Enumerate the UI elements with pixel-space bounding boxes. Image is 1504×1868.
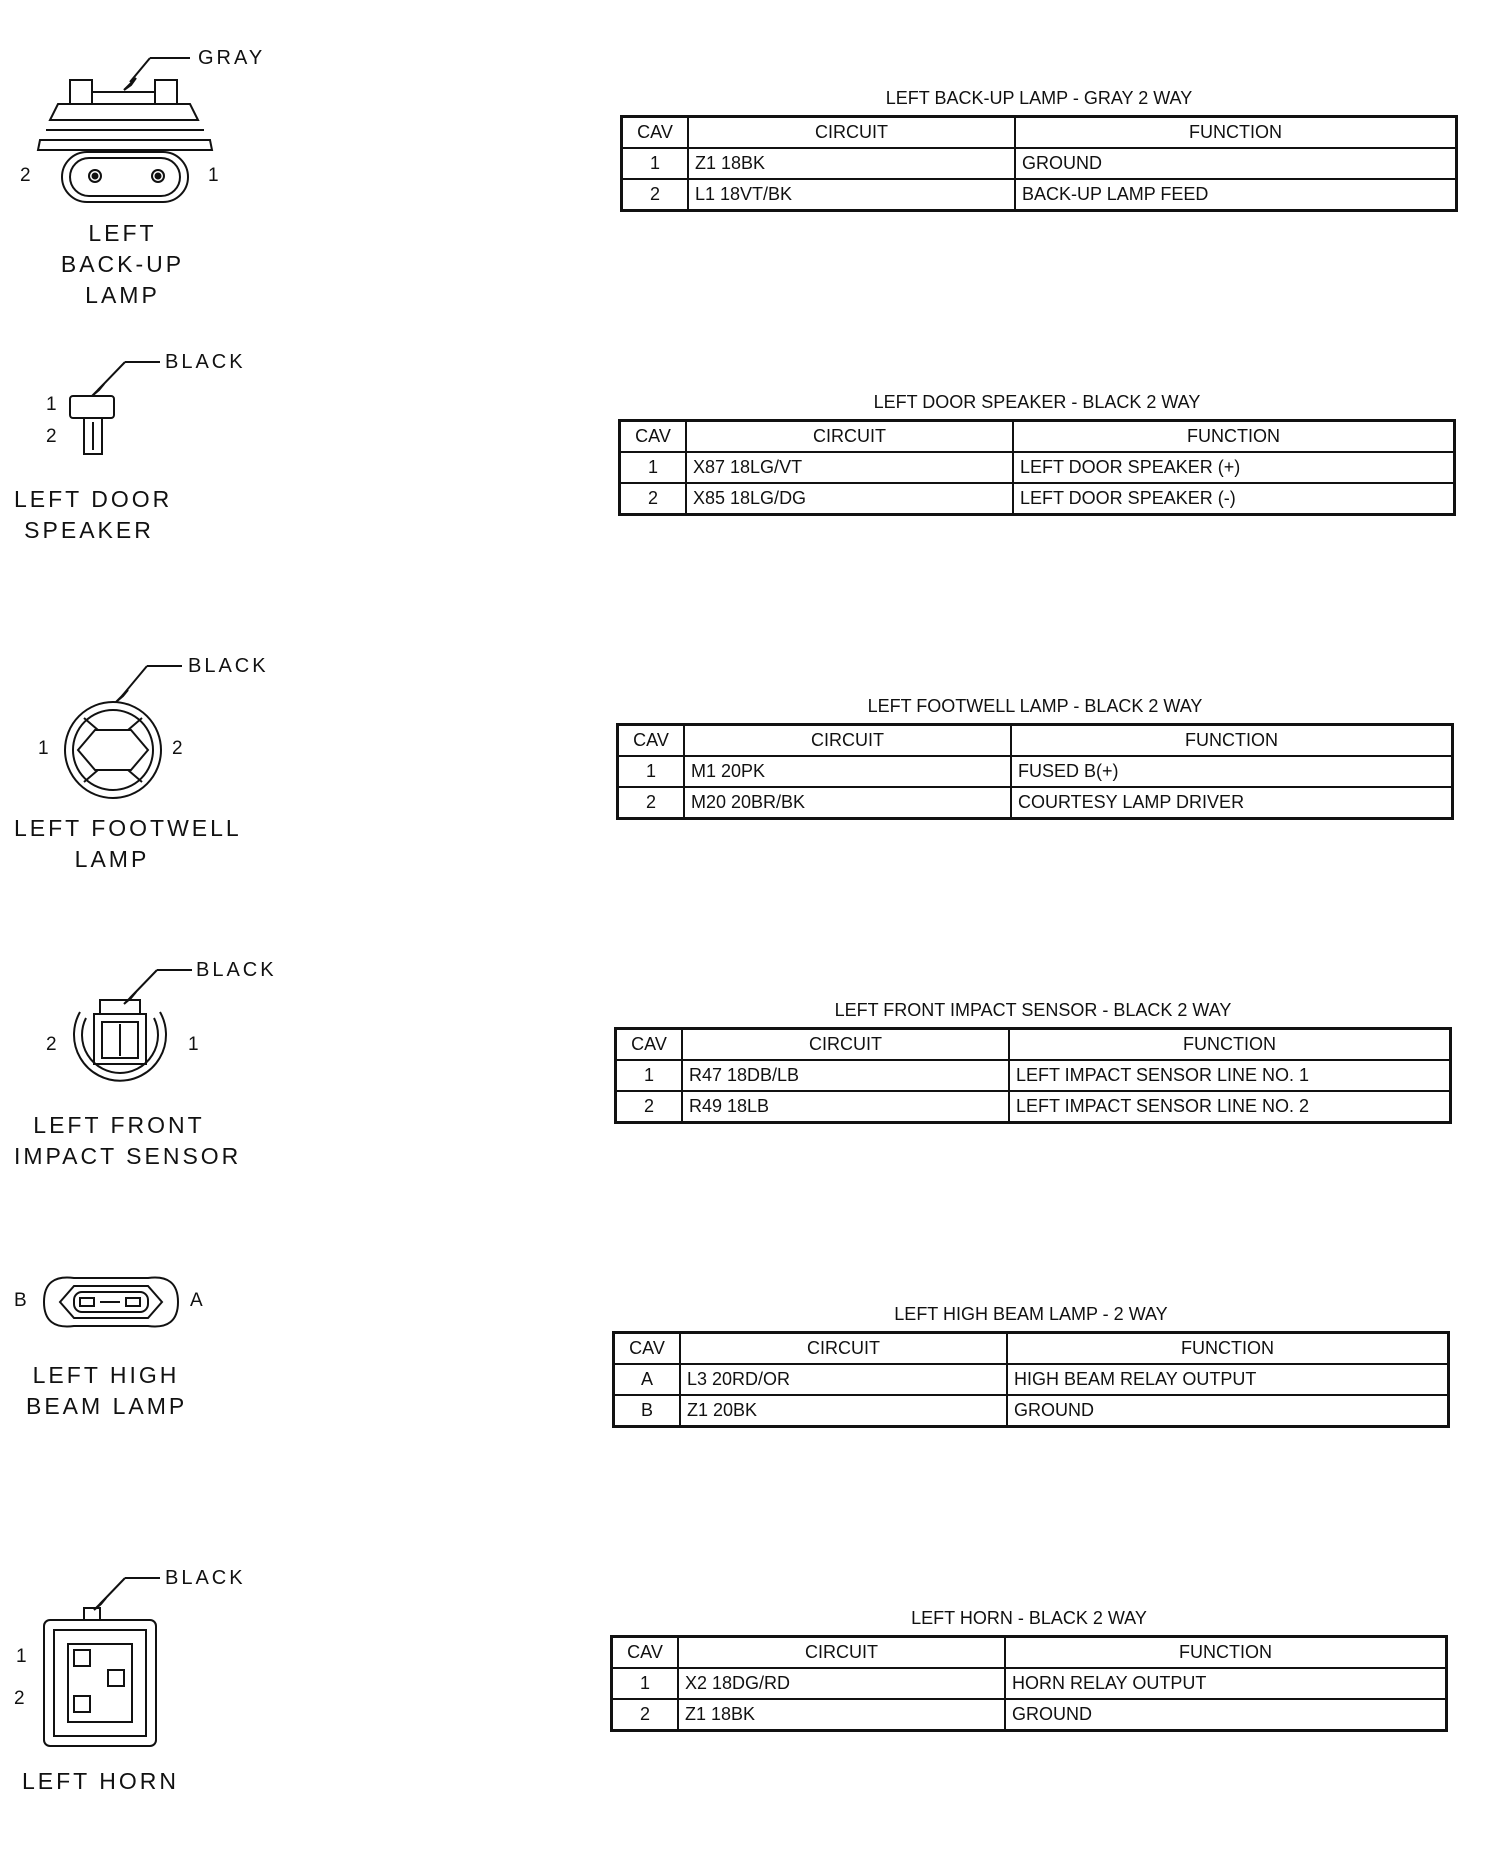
cell-cav: 2 [616, 1091, 683, 1123]
cell-function: LEFT IMPACT SENSOR LINE NO. 1 [1009, 1060, 1451, 1091]
connector-name-line: LEFT FOOTWELL [14, 815, 242, 841]
cell-circuit: Z1 20BK [680, 1395, 1007, 1427]
cell-function: LEFT IMPACT SENSOR LINE NO. 2 [1009, 1091, 1451, 1123]
pin-label: 2 [14, 1688, 25, 1709]
table-row [618, 787, 1453, 819]
cell-circuit: R49 18LB [682, 1091, 1009, 1123]
connector-section-footwell-lamp [0, 608, 1504, 908]
cell-cav: 2 [622, 179, 689, 211]
cell-cav: 2 [618, 787, 685, 819]
header-circuit: CIRCUIT [678, 1637, 1005, 1669]
connector-color-label: BLACK [165, 351, 246, 373]
connector-name-line: LEFT [88, 220, 157, 246]
header-function: FUNCTION [1007, 1333, 1449, 1365]
header-function: FUNCTION [1011, 725, 1453, 757]
table-row [620, 452, 1455, 483]
header-cav: CAV [620, 421, 687, 453]
cell-circuit: Z1 18BK [678, 1699, 1005, 1731]
header-circuit: CIRCUIT [684, 725, 1011, 757]
table-row [614, 1364, 1449, 1395]
table-title: LEFT BACK-UP LAMP - GRAY 2 WAY [885, 88, 1193, 108]
connector-name-line: BEAM LAMP [26, 1393, 188, 1419]
door-speaker-connector-icon [0, 304, 300, 604]
cell-function: LEFT DOOR SPEAKER (-) [1013, 483, 1455, 515]
connector-name-line: LEFT HORN [22, 1768, 179, 1794]
connector-name-line: LAMP [74, 846, 150, 872]
header-circuit: CIRCUIT [686, 421, 1013, 453]
connector-color-label: BLACK [165, 1567, 246, 1589]
cell-cav: B [614, 1395, 681, 1427]
pin-label: 2 [46, 426, 57, 447]
table-header-row [612, 1637, 1447, 1669]
pin-label: 2 [172, 738, 183, 759]
table-row [612, 1699, 1447, 1731]
connector-name-line: SPEAKER [24, 517, 154, 543]
cell-cav: 1 [620, 452, 687, 483]
connector-color-label: BLACK [196, 959, 277, 981]
table-title: LEFT FOOTWELL LAMP - BLACK 2 WAY [867, 696, 1203, 716]
cell-circuit: X2 18DG/RD [678, 1668, 1005, 1699]
connector-name-line: LEFT FRONT [33, 1112, 205, 1138]
connector-name-line: LAMP [85, 282, 160, 308]
pinout-table [616, 723, 1454, 820]
cell-function: GROUND [1005, 1699, 1447, 1731]
connector-diagram [0, 1520, 300, 1820]
connector-section-horn [0, 1520, 1504, 1820]
connector-diagram [0, 304, 300, 604]
connector-section-high-beam-lamp [0, 1216, 1504, 1516]
pin-label: B [14, 1290, 27, 1311]
table-row [616, 1060, 1451, 1091]
cell-circuit: L3 20RD/OR [680, 1364, 1007, 1395]
cell-circuit: L1 18VT/BK [688, 179, 1015, 211]
header-function: FUNCTION [1005, 1637, 1447, 1669]
table-header-row [618, 725, 1453, 757]
header-circuit: CIRCUIT [688, 117, 1015, 149]
connector-name-line: IMPACT SENSOR [14, 1143, 242, 1169]
connector-color-label: BLACK [188, 655, 269, 677]
cell-cav: 1 [618, 756, 685, 787]
header-cav: CAV [614, 1333, 681, 1365]
cell-function: FUSED B(+) [1011, 756, 1453, 787]
cell-function: GROUND [1007, 1395, 1449, 1427]
connector-name [14, 813, 242, 875]
header-function: FUNCTION [1015, 117, 1457, 149]
connector-diagram [0, 608, 300, 908]
table-header-row [616, 1029, 1451, 1061]
header-circuit: CIRCUIT [682, 1029, 1009, 1061]
pinout-table [612, 1331, 1450, 1428]
table-header-row [622, 117, 1457, 149]
table-row [622, 179, 1457, 211]
header-cav: CAV [618, 725, 685, 757]
table-header-row [614, 1333, 1449, 1365]
pinout-table [620, 115, 1458, 212]
connector-name-line: LEFT DOOR [14, 486, 173, 512]
cell-circuit: Z1 18BK [688, 148, 1015, 179]
cell-function: HORN RELAY OUTPUT [1005, 1668, 1447, 1699]
cell-cav: 1 [622, 148, 689, 179]
header-circuit: CIRCUIT [680, 1333, 1007, 1365]
connector-name [14, 484, 173, 546]
cell-function: BACK-UP LAMP FEED [1015, 179, 1457, 211]
pin-label: 1 [188, 1034, 199, 1055]
pin-label: 1 [16, 1646, 27, 1667]
pin-label: 1 [38, 738, 49, 759]
pin-label: 1 [208, 165, 219, 186]
header-cav: CAV [622, 117, 689, 149]
table-row [622, 148, 1457, 179]
table-row [612, 1668, 1447, 1699]
connector-diagram [0, 912, 300, 1212]
cell-cav: A [614, 1364, 681, 1395]
header-cav: CAV [616, 1029, 683, 1061]
connector-name [14, 1110, 242, 1172]
connector-name-line: BACK-UP [60, 251, 185, 277]
connector-diagram [0, 0, 300, 308]
pin-label: 2 [20, 165, 31, 186]
table-row [614, 1395, 1449, 1427]
cell-cav: 1 [616, 1060, 683, 1091]
cell-cav: 1 [612, 1668, 679, 1699]
connector-section-backup-lamp [0, 0, 1504, 308]
connector-section-impact-sensor [0, 912, 1504, 1212]
cell-function: LEFT DOOR SPEAKER (+) [1013, 452, 1455, 483]
cell-circuit: X87 18LG/VT [686, 452, 1013, 483]
table-row [620, 483, 1455, 515]
pin-label: 2 [46, 1034, 57, 1055]
table-title: LEFT DOOR SPEAKER - BLACK 2 WAY [873, 392, 1201, 412]
pinout-table [614, 1027, 1452, 1124]
pin-label: 1 [46, 394, 57, 415]
cell-circuit: M1 20PK [684, 756, 1011, 787]
pin-label: A [190, 1290, 203, 1311]
cell-function: COURTESY LAMP DRIVER [1011, 787, 1453, 819]
table-row [616, 1091, 1451, 1123]
cell-circuit: R47 18DB/LB [682, 1060, 1009, 1091]
header-function: FUNCTION [1009, 1029, 1451, 1061]
cell-circuit: X85 18LG/DG [686, 483, 1013, 515]
connector-name [50, 218, 195, 311]
connector-name [26, 1360, 186, 1422]
connector-color-label: GRAY [198, 47, 266, 69]
pinout-table [610, 1635, 1448, 1732]
header-cav: CAV [612, 1637, 679, 1669]
cell-cav: 2 [620, 483, 687, 515]
pinout-table [618, 419, 1456, 516]
table-title: LEFT HIGH BEAM LAMP - 2 WAY [894, 1304, 1168, 1324]
connector-section-door-speaker [0, 304, 1504, 604]
cell-function: HIGH BEAM RELAY OUTPUT [1007, 1364, 1449, 1395]
connector-diagram [0, 1216, 300, 1516]
connector-name [22, 1766, 179, 1797]
connector-name-line: LEFT HIGH [32, 1362, 180, 1388]
table-title: LEFT HORN - BLACK 2 WAY [911, 1608, 1147, 1628]
cell-function: GROUND [1015, 148, 1457, 179]
cell-cav: 2 [612, 1699, 679, 1731]
cell-circuit: M20 20BR/BK [684, 787, 1011, 819]
table-row [618, 756, 1453, 787]
table-header-row [620, 421, 1455, 453]
header-function: FUNCTION [1013, 421, 1455, 453]
table-title: LEFT FRONT IMPACT SENSOR - BLACK 2 WAY [834, 1000, 1232, 1020]
